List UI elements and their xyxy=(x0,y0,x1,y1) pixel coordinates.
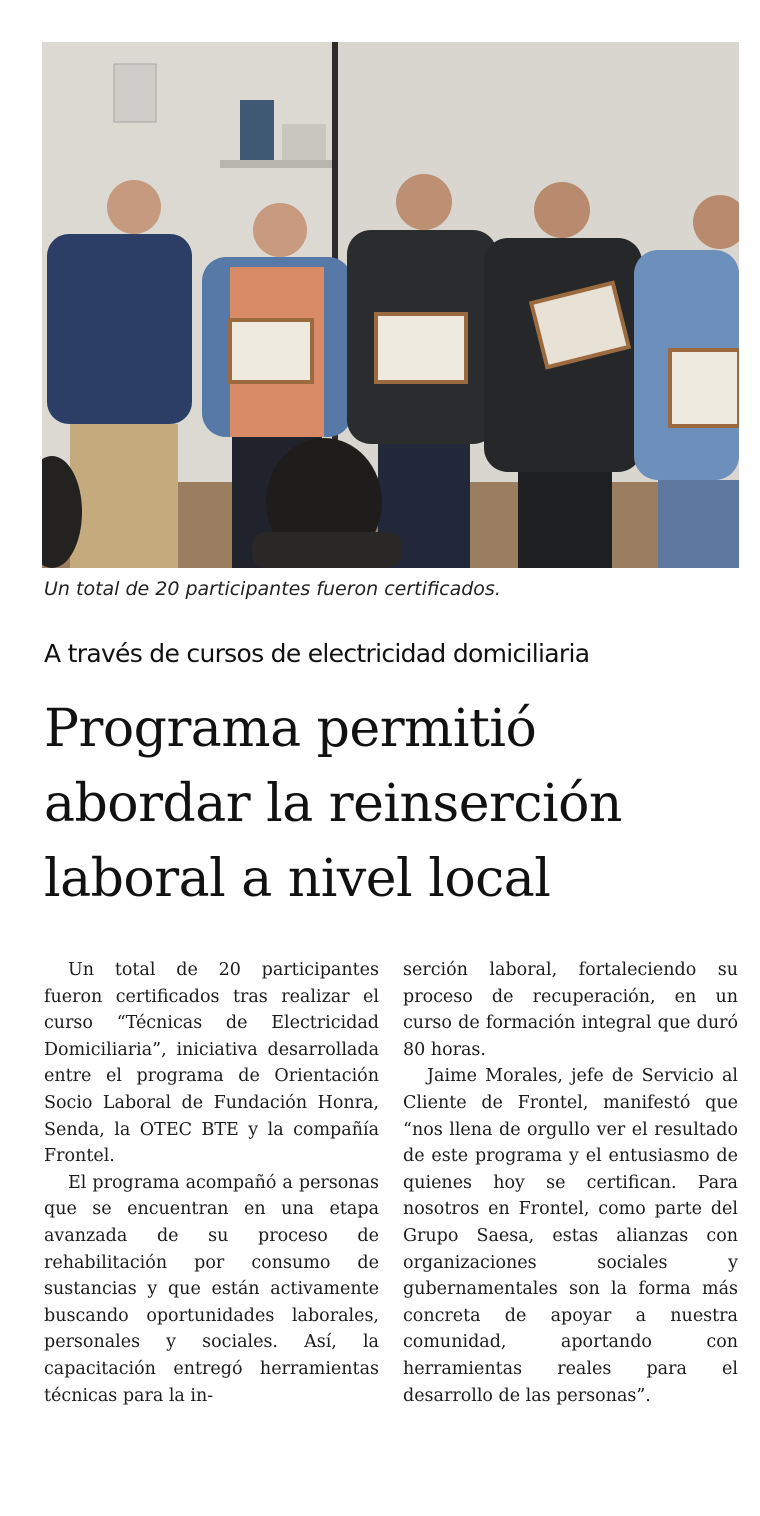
headline-line: laboral a nivel local xyxy=(44,849,551,909)
photo-caption: Un total de 20 participantes fueron certificados. xyxy=(44,578,501,600)
body-paragraph: serción laboral, fortaleciendo su proceso de recuperación, en un curso de formación integral que duró 80 horas. xyxy=(403,960,738,1060)
article-photo xyxy=(42,42,739,568)
headline-line: Programa permitió xyxy=(44,699,537,759)
article-headline xyxy=(44,692,744,917)
body-paragraph: El programa acompañó a personas que se encuentran en una etapa avanzada de su proceso de rehabilitación por consumo de sustancias y que están activamente buscando oportunidades laborales, personales y sociales. Así, la capacitación entregó herramientas técnicas para la in- xyxy=(44,1172,379,1406)
article-column-1 xyxy=(44,957,379,1409)
headline-line: abordar la reinserción xyxy=(44,774,622,834)
article-column-2 xyxy=(403,957,738,1409)
body-paragraph: Un total de 20 participantes fueron certificados tras realizar el curso “Técnicas de Electricidad Domiciliaria”, iniciativa desarrollada entre el programa de Orientación Socio Laboral de Fundación Honra, Senda, la OTEC BTE y la compañía Frontel. xyxy=(44,960,379,1167)
body-paragraph: Jaime Morales, jefe de Servicio al Cliente de Frontel, manifestó que “nos llena de orgullo ver el resultado de este programa y el entusiasmo de quienes hoy se certifican. Para nosotros en Frontel, como parte del Grupo Saesa, estas alianzas con organizaciones sociales y gubernamentales son la forma más concreta de apoyar a nuestra comunidad, aportando con herramientas reales para el desarrollo de las personas”. xyxy=(403,1066,738,1406)
article-kicker: A través de cursos de electricidad domiciliaria xyxy=(44,639,590,668)
